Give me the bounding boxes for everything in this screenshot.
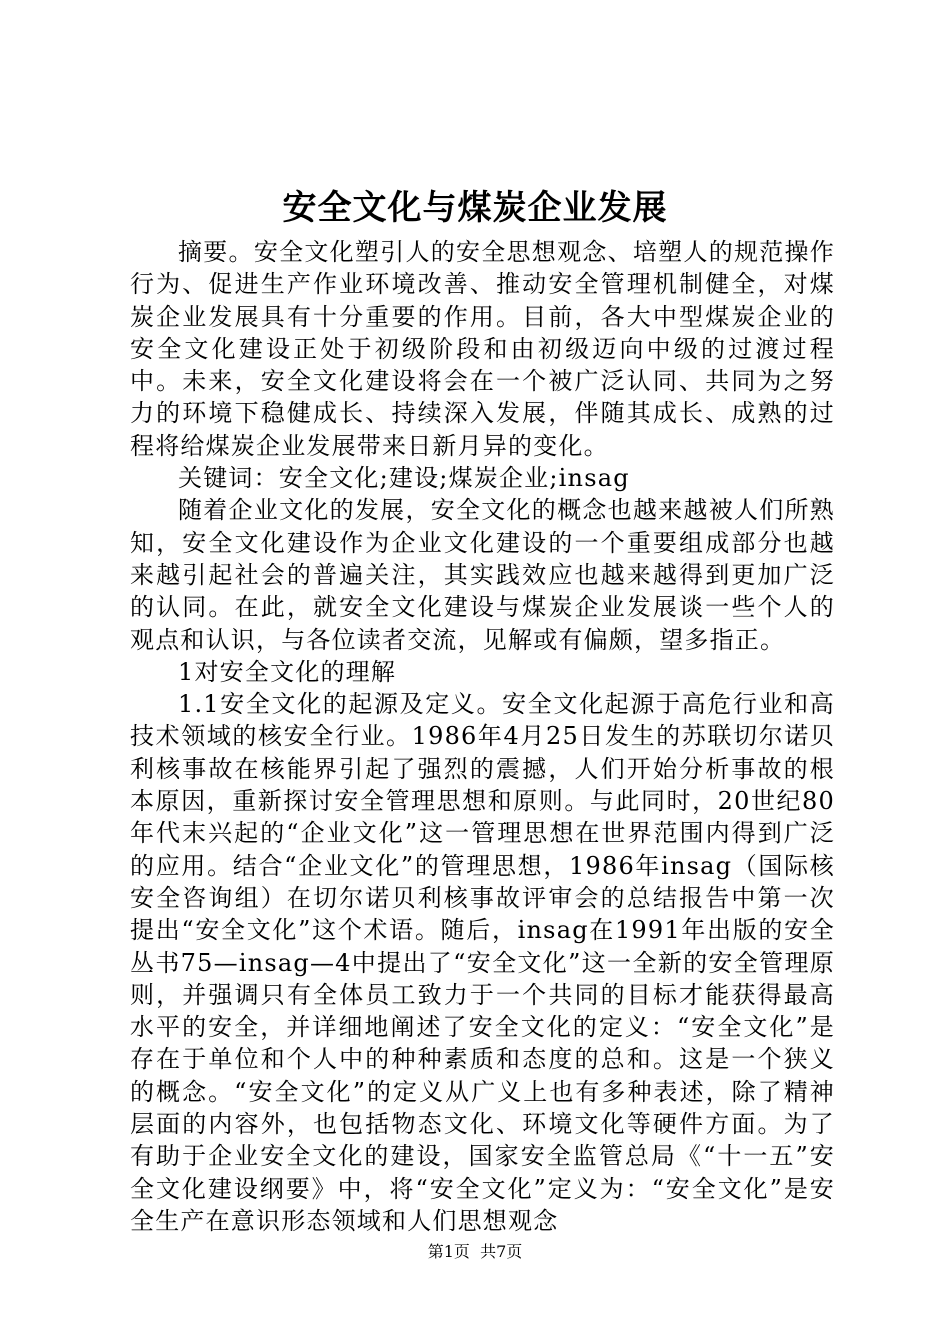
document-body (130, 236, 835, 1237)
intro-paragraph: 随着企业文化的发展，安全文化的概念也越来越被人们所熟知，安全文化建设作为企业文化建设的一个重要组成部分也越来越引起社会的普遍关注，其实践效应也越来越得到更加广泛的认同。在此，就安全文化建设与煤炭企业发展谈一些个人的观点和认识，与各位读者交流，见解或有偏颇，望多指正。 (130, 496, 835, 654)
document-title: 安全文化与煤炭企业发展 (282, 188, 668, 228)
keywords-paragraph: 关键词：安全文化;建设;煤炭企业;insag (178, 464, 630, 493)
abstract-paragraph: 摘要。安全文化塑引人的安全思想观念、培塑人的规范操作行为、促进生产作业环境改善、推动安全管理机制健全，对煤炭企业发展具有十分重要的作用。目前，各大中型煤炭企业的安全文化建设正处于初级阶段和由初级迈向中级的过渡过程中。未来，安全文化建设将会在一个被广泛认同、共同为之努力的环境下稳健成长、持续深入发展，伴随其成长、成熟的过程将给煤炭企业发展带来日新月异的变化。 (130, 238, 835, 460)
section-heading: 1对安全文化的理解 (178, 657, 397, 686)
subsection-paragraph: 1.1安全文化的起源及定义。安全文化起源于高危行业和高技术领域的核安全行业。1986年4月25日发生的苏联切尔诺贝利核事故在核能界引起了强烈的震撼，人们开始分析事故的根本原因，重新探讨安全管理思想和原则。与此同时，20世纪80年代末兴起的“企业文化”这一管理思想在世界范围内得到广泛的应用。结合“企业文化”的管理思想，1986年insag（国际核安全咨询组）在切尔诺贝利核事故评审会的总结报告中第一次提出“安全文化”这个术语。随后，insag在1991年出版的安全丛书75—insag—4中提出了“安全文化”这一全新的安全管理原则，并强调只有全体员工致力于一个共同的目标才能获得最高水平的安全，并详细地阐述了安全文化的定义：“安全文化”是存在于单位和个人中的种种素质和态度的总和。这是一个狭义的概念。“安全文化”的定义从广义上也有多种表述，除了精神层面的内容外，也包括物态文化、环境文化等硬件方面。为了有助于企业安全文化的建设，国家安全监管总局《“十一五”安全文化建设纲要》中，将“安全文化”定义为：“安全文化”是安全生产在意识形态领域和人们思想观念 (130, 690, 835, 1235)
page-footer: 第1页 共7页 (427, 1242, 523, 1261)
